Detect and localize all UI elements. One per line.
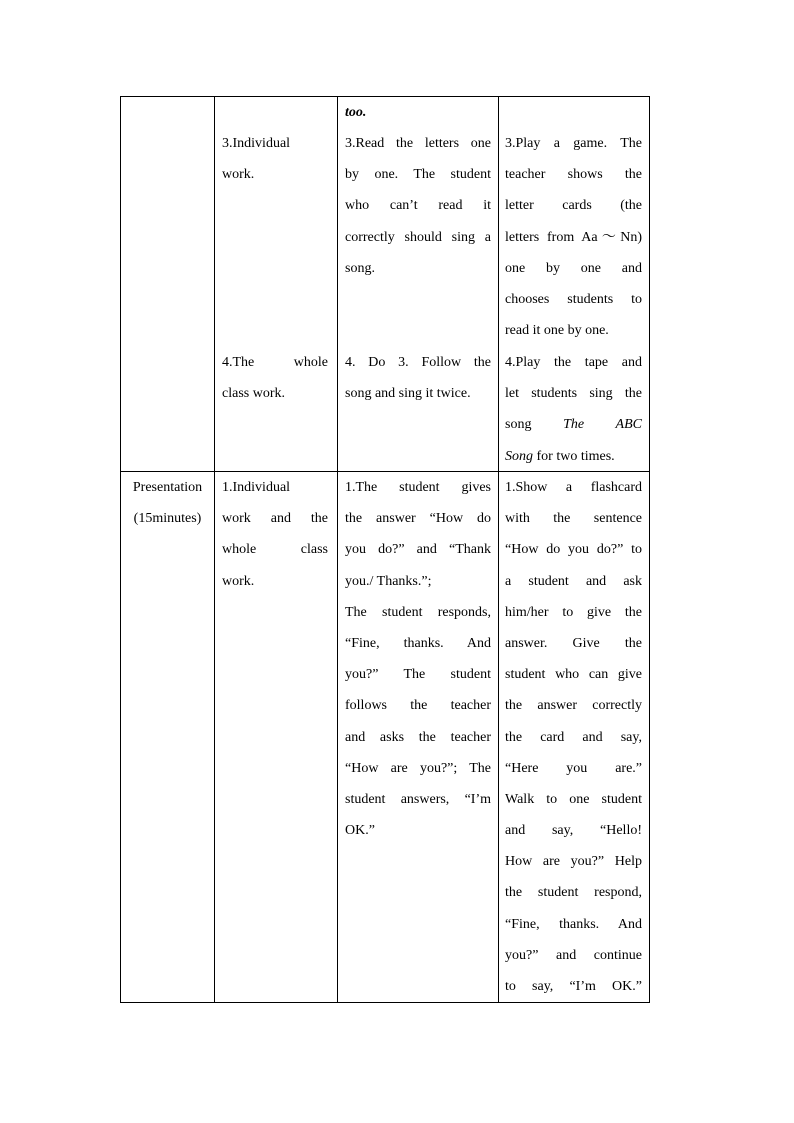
- text-line: you?” The student: [345, 667, 491, 683]
- table-border-col3: [337, 96, 338, 1003]
- text-line: you?” and continue: [505, 947, 642, 963]
- text-line: 4.The whole: [222, 355, 328, 370]
- row1-activity-whole-class: [222, 347, 328, 409]
- text-line: class work.: [222, 386, 285, 402]
- text-line: 4. Do 3. Follow the: [345, 355, 491, 370]
- text-line: correctly should sing a: [345, 229, 491, 245]
- text-line: to say, “I’m OK.”: [505, 979, 642, 994]
- row2-student-activity: [345, 472, 491, 846]
- table-border-left: [120, 96, 121, 1003]
- text-line: teacher shows the: [505, 167, 642, 183]
- row1-student-continued: [345, 97, 491, 128]
- row1-student-activity-4: [345, 347, 491, 409]
- text-line: “Fine, thanks. And: [505, 916, 642, 932]
- row2-activity-type: [222, 472, 328, 597]
- text-line: the card and say,: [505, 729, 642, 745]
- text-line: for two times.: [533, 448, 615, 464]
- text-line: student answers, “I’m: [345, 791, 491, 807]
- row2-stage-label: [121, 472, 214, 534]
- text-line: read it one by one.: [505, 323, 609, 339]
- text-line: “Here you are.”: [505, 760, 642, 776]
- text-line: answer. Give the: [505, 635, 642, 651]
- text-line: with the sentence: [505, 511, 642, 527]
- text-line: letters from Aa～Nn): [505, 229, 642, 245]
- text-line: 1.Individual: [222, 480, 291, 495]
- text-line: him/her to give the: [505, 604, 642, 620]
- text-line: whole class: [222, 542, 328, 558]
- text-line: you do?” and “Thank: [345, 542, 491, 558]
- text-line: follows the teacher: [345, 698, 491, 714]
- text-line: who can’t read it: [345, 198, 491, 214]
- text-line: song and sing it twice.: [345, 386, 471, 402]
- text-line: song.: [345, 260, 375, 276]
- text-line: the answer “How do: [345, 511, 491, 527]
- text-line: you./ Thanks.”;: [345, 573, 432, 589]
- text-line: one by one and: [505, 260, 642, 276]
- text-line: 4.Play the tape and: [505, 355, 642, 370]
- text-line: 3.Read the letters one: [345, 136, 491, 151]
- text-line: song: [505, 417, 532, 433]
- table-border-col2: [214, 96, 215, 1003]
- text-line: OK.”: [345, 823, 375, 839]
- text-line: 1.Show a flashcard: [505, 480, 642, 495]
- stage-name: Presentation: [132, 480, 203, 495]
- row1-student-activity-3: [345, 128, 491, 284]
- text-line: 3.Play a game. The: [505, 136, 642, 151]
- text-line: chooses students to: [505, 291, 642, 307]
- song-line: [505, 409, 642, 440]
- text-line: by one. The student: [345, 167, 491, 183]
- text-line: the answer correctly: [505, 698, 642, 714]
- row1-teacher-activity-3: [505, 128, 642, 346]
- text-line: letter cards (the: [505, 198, 642, 214]
- text-line: student who can give: [505, 667, 642, 683]
- text-line: Walk to one student: [505, 791, 642, 807]
- stage-duration: (15minutes): [133, 511, 202, 527]
- text-line: “How are you?”; The: [345, 760, 491, 776]
- text-line: The student responds,: [345, 604, 491, 620]
- song-line-end: [505, 441, 642, 472]
- table-border-right: [649, 96, 650, 1003]
- song-title-part-2: Song: [505, 448, 533, 464]
- text-line: and say, “Hello!: [505, 823, 642, 839]
- text-line: work and the: [222, 511, 328, 527]
- row1-activity-individual: [222, 128, 328, 190]
- text-line: too.: [345, 105, 367, 120]
- text-line: the student respond,: [505, 885, 642, 901]
- text-line: “Fine, thanks. And: [345, 635, 491, 651]
- text-line: let students sing the: [505, 386, 642, 402]
- row2-teacher-activity: [505, 472, 642, 1002]
- text-line: a student and ask: [505, 573, 642, 589]
- text-line: “How do you do?” to: [505, 542, 642, 558]
- text-line: work.: [222, 573, 255, 589]
- song-title-part-1: The ABC: [563, 417, 642, 433]
- text-line: 3.Individual: [222, 136, 291, 151]
- text-line: and asks the teacher: [345, 729, 491, 745]
- text-line: work.: [222, 167, 255, 183]
- text-line: 1.The student gives: [345, 480, 491, 495]
- table-border-col4: [498, 96, 499, 1003]
- text-line: How are you?” Help: [505, 854, 642, 870]
- row1-teacher-activity-4: [505, 347, 642, 472]
